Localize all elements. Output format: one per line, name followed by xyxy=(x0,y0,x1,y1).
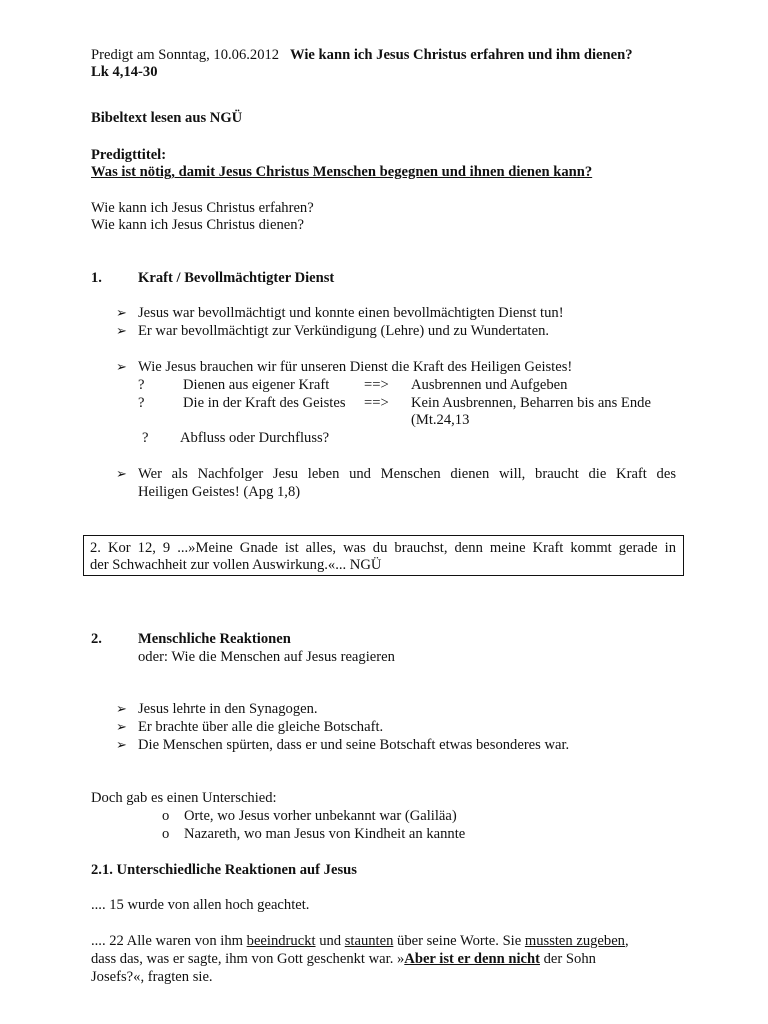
text-run: und xyxy=(315,933,345,949)
underlined-word: mussten zugeben xyxy=(524,933,625,949)
place-mark: o xyxy=(162,826,170,842)
quote-line-1: 2. Kor 12, 9 ...»Meine Gnade ist alles, was du brauchst, denn meine Kraft kommt gerade in xyxy=(90,540,676,556)
place-item-1: Orte, wo Jesus vorher unbekannt war (Galiläa) xyxy=(184,808,457,824)
section21-heading: 2.1. Unterschiedliche Reaktionen auf Jesus xyxy=(91,862,357,878)
sermon-title-label: Predigttitel: xyxy=(91,147,167,163)
section1-bullet-2: Er war bevollmächtigt zur Verkündigung (Lehre) und zu Wundertaten. xyxy=(138,323,550,339)
sub-right: Ausbrennen und Aufgeben xyxy=(411,377,568,393)
bible-read-line: Bibeltext lesen aus NGÜ xyxy=(91,110,243,126)
bullet-arrow-icon: ➢ xyxy=(116,702,127,717)
underlined-word: staunten xyxy=(344,933,394,949)
text-run: der Sohn xyxy=(539,951,596,967)
section1-bullet-1: Jesus war bevollmächtigt und konnte einen bevollmächtigten Dienst tun! xyxy=(138,305,564,321)
section21-paragraph-1: .... 15 wurde von allen hoch geachtet. xyxy=(91,897,310,913)
underlined-word: beeindruckt xyxy=(246,933,316,949)
bullet-arrow-icon: ➢ xyxy=(116,467,127,482)
section2-number: 2. xyxy=(91,631,102,647)
bullet-arrow-icon: ➢ xyxy=(116,720,127,735)
document-title: Wie kann ich Jesus Christus erfahren und ihm dienen? xyxy=(290,47,633,63)
text-run: .... 22 Alle waren von ihm xyxy=(91,933,247,949)
section21-paragraph-2-line1 xyxy=(91,933,629,950)
section2-heading: Menschliche Reaktionen xyxy=(138,631,291,647)
sub-arrow: ==> xyxy=(364,377,389,393)
section1-heading: Kraft / Bevollmächtigter Dienst xyxy=(138,270,335,286)
question-1: Wie kann ich Jesus Christus erfahren? xyxy=(91,200,314,216)
bold-underlined-phrase: Aber ist er denn nicht xyxy=(404,951,540,967)
place-item-2: Nazareth, wo man Jesus von Kindheit an kannte xyxy=(184,826,466,842)
section21-paragraph-2-line3: Josefs?«, fragten sie. xyxy=(91,969,213,985)
section21-paragraph-2-line2 xyxy=(91,951,596,968)
sub-continuation: (Mt.24,13 xyxy=(411,412,470,428)
sub-right: Kein Ausbrennen, Beharren bis ans Ende xyxy=(411,395,651,411)
text-run: , xyxy=(624,933,629,949)
sub-mark: ? xyxy=(138,395,145,411)
scripture-reference: Lk 4,14-30 xyxy=(91,64,158,80)
text-run: über seine Worte. Sie xyxy=(393,933,525,949)
section2-bullet-3: Die Menschen spürten, dass er und seine Botschaft etwas besonderes war. xyxy=(138,737,570,753)
sub-mark: ? xyxy=(138,377,145,393)
sub-arrow: ==> xyxy=(364,395,389,411)
bullet-arrow-icon: ➢ xyxy=(116,324,127,339)
bullet-arrow-icon: ➢ xyxy=(116,306,127,321)
sub-left: Die in der Kraft des Geistes xyxy=(183,395,346,411)
section2-bullet-1: Jesus lehrte in den Synagogen. xyxy=(138,701,318,717)
section1-bullet-4-line1: Wer als Nachfolger Jesu leben und Menschen dienen will, braucht die Kraft des xyxy=(138,466,676,482)
date-line: Predigt am Sonntag, 10.06.2012 xyxy=(91,47,280,63)
text-run: dass das, was er sagte, ihm von Gott geschenkt war. » xyxy=(91,951,405,967)
sub-mark: ? xyxy=(142,430,149,446)
section1-bullet-3: Wie Jesus brauchen wir für unseren Dienst die Kraft des Heiligen Geistes! xyxy=(138,359,573,375)
bullet-arrow-icon: ➢ xyxy=(116,738,127,753)
difference-line: Doch gab es einen Unterschied: xyxy=(91,790,277,806)
sermon-title: Was ist nötig, damit Jesus Christus Menschen begegnen und ihnen dienen kann? xyxy=(91,164,593,180)
quote-line-2: der Schwachheit zur vollen Auswirkung.«... NGÜ xyxy=(90,557,382,573)
sub-item-3: Abfluss oder Durchfluss? xyxy=(180,430,330,446)
sub-left: Dienen aus eigener Kraft xyxy=(183,377,330,393)
section2-bullet-2: Er brachte über alle die gleiche Botschaft. xyxy=(138,719,384,735)
question-2: Wie kann ich Jesus Christus dienen? xyxy=(91,217,305,233)
section1-bullet-4-line2: Heiligen Geistes! (Apg 1,8) xyxy=(138,484,301,500)
section1-number: 1. xyxy=(91,270,102,286)
header-line xyxy=(91,47,633,64)
bullet-arrow-icon: ➢ xyxy=(116,360,127,375)
place-mark: o xyxy=(162,808,170,824)
section2-subheading: oder: Wie die Menschen auf Jesus reagieren xyxy=(138,649,395,665)
